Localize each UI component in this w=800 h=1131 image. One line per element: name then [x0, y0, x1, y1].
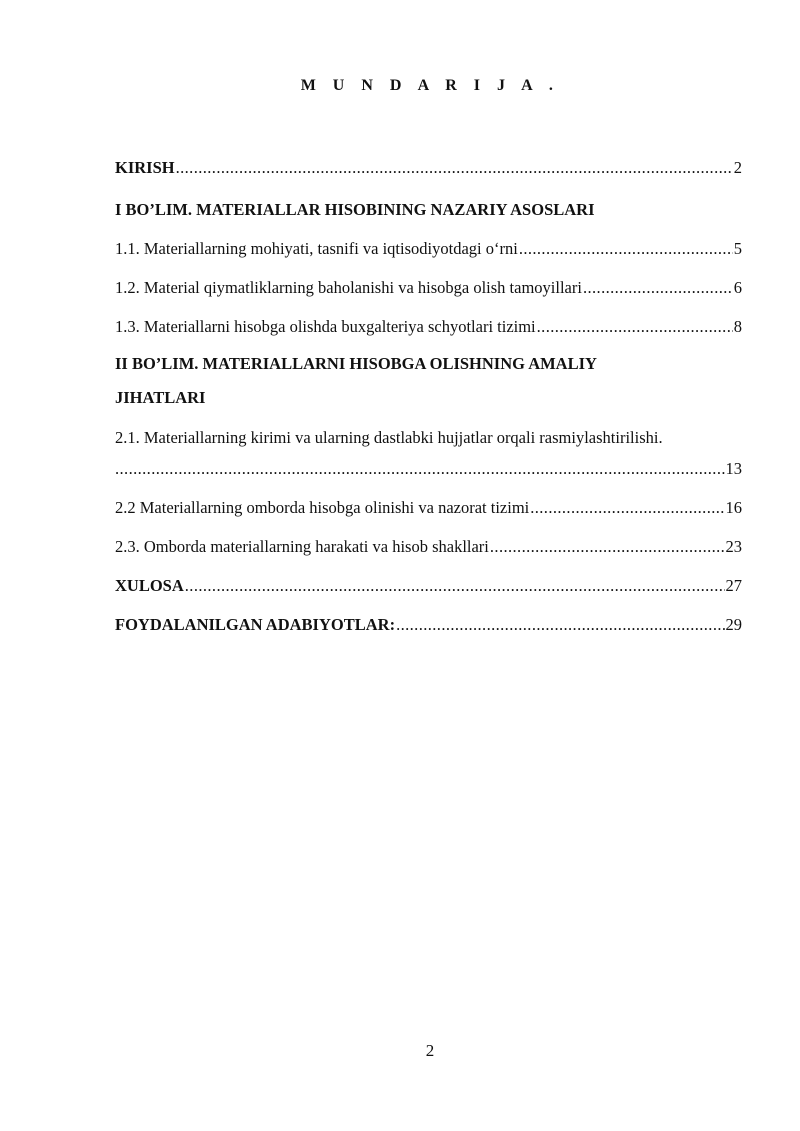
page-title: M U N D A R I J A . — [300, 77, 560, 94]
toc-entry-label: 1.3. Materiallarni hisobga olishda buxgalteriya schyotlari tizimi — [115, 317, 536, 336]
toc-entry-label: FOYDALANILGAN ADABIYOTLAR: — [115, 615, 396, 634]
dot-leader — [176, 157, 733, 179]
dot-leader — [530, 497, 724, 519]
toc-entry-page: 16 — [725, 498, 742, 517]
toc-entry-page: 6 — [733, 278, 742, 297]
toc-entry-label: 2.3. Omborda materiallarning harakati va hisob shakllari — [115, 537, 489, 556]
toc-entry-page: 5 — [733, 239, 742, 258]
toc-entry-1-1[interactable] — [115, 238, 742, 260]
dot-leader — [185, 575, 725, 597]
toc-entry-kirish[interactable] — [115, 157, 742, 179]
toc-entry-label: 1.2. Material qiymatliklarning baholanishi va hisobga olish tamoyillari — [115, 278, 582, 297]
toc-entry-label: XULOSA — [115, 576, 184, 595]
dot-leader — [490, 536, 725, 558]
toc-entry-adabiyotlar[interactable] — [115, 614, 742, 636]
toc-entry-label: 2.2 Materiallarning omborda hisobga olinishi va nazorat tizimi — [115, 498, 530, 517]
toc-part-heading-2-line-1[interactable]: II BO’LIM. MATERIALLARNI HISOBGA OLISHNING AMALIY — [115, 354, 597, 373]
toc-entry-2-1-label[interactable]: 2.1. Materiallarning kirimi va ularning dastlabki hujjatlar orqali rasmiylashtirilishi. — [115, 428, 663, 447]
toc-entry-page: 13 — [725, 459, 742, 478]
toc-entry-page: 29 — [725, 615, 742, 634]
toc-entry-label: KIRISH — [115, 158, 175, 177]
toc-entry-page: 2 — [733, 158, 742, 177]
dot-leader — [396, 614, 724, 636]
toc-part-heading-2-line-2[interactable]: JIHATLARI — [115, 388, 206, 407]
dot-leader — [519, 238, 733, 260]
toc-entry-2-1[interactable] — [115, 458, 742, 480]
page-number: 2 — [425, 1041, 435, 1060]
toc-entry-1-2[interactable] — [115, 277, 742, 299]
toc-entry-2-3[interactable] — [115, 536, 742, 558]
toc-entry-1-3[interactable] — [115, 316, 742, 338]
toc-entry-page: 27 — [725, 576, 742, 595]
toc-entry-label: 1.1. Materiallarning mohiyati, tasnifi va iqtisodiyotdagi o‘rni — [115, 239, 518, 258]
toc-part-heading-1[interactable]: I BO’LIM. MATERIALLAR HISOBINING NAZARIY ASOSLARI — [115, 200, 595, 219]
toc-entry-2-2[interactable] — [115, 497, 742, 519]
dot-leader — [537, 316, 733, 338]
toc-entry-page: 8 — [733, 317, 742, 336]
toc-entry-page: 23 — [725, 537, 742, 556]
toc-entry-xulosa[interactable] — [115, 575, 742, 597]
dot-leader — [115, 458, 725, 480]
dot-leader — [583, 277, 733, 299]
